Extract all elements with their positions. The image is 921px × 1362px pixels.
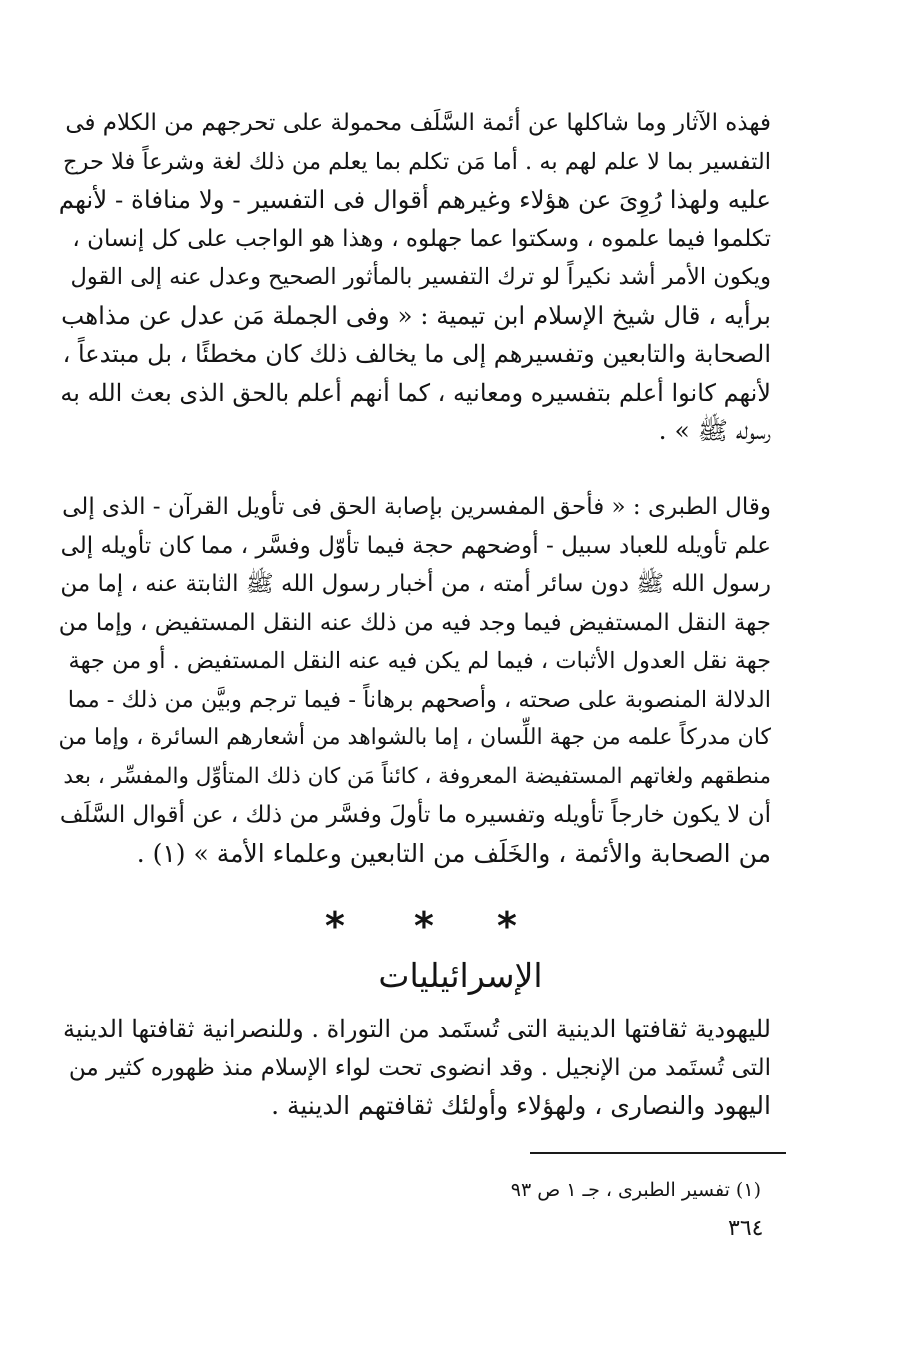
text-line: لأنهم كانوا أعلم بتفسيره ومعانيه ، كما أنهم أعلم بالحق الذى بعث الله به [60,378,771,407]
text-line: عليه ولهذا رُوِىَ عن هؤلاء وغيرهم أقوال فى التفسير - ولا منافاة - لأنهم [58,185,771,214]
text-line: التفسير بما لا علم لهم به . أما مَن تكلم بما يعلم من ذلك لغة وشرعاً فلا حرج [63,148,771,175]
footnote-rule [530,1152,786,1154]
text-line: الصحابة والتابعين وتفسيرهم إلى ما يخالف ذلك كان مخطئًا ، بل مبتدعاً ، [62,340,771,368]
paragraph-athar [59,104,771,451]
paragraph-tabari-quote [59,488,771,873]
asterisk-ornament: * [497,904,517,948]
paragraph-israiliyyat [59,1010,771,1126]
asterisk-ornament: * [325,904,345,948]
text-line: أن لا يكون خارجاً تأويله وتفسيره ما تأولَ وفسَّر من ذلك ، عن أقوال السَّلَف [59,802,771,828]
section-heading: الإسرائيليات [378,956,543,995]
text-line: التى تُستَمد من الإنجيل . وقد انضوى تحت لواء الإسلام منذ ظهوره كثير من [68,1054,771,1081]
text-line: تكلموا فيما علموه ، وسكتوا عما جهلوه ، وهذا هو الواجب على كل إنسان ، [72,225,771,252]
text-line: لليهودية ثقافتها الدينية التى تُستَمد من التوراة . وللنصرانية ثقافتها الدينية [63,1015,771,1043]
text-line: منطقهم ولغاتهم المستفيضة المعروفة ، كائناً مَن كان ذلك المتأوِّل والمفسِّر ، بعد [63,763,771,789]
text-line: ويكون الأمر أشد نكيراً لو ترك التفسير بالمأثور الصحيح وعدل عنه إلى القول [70,264,771,290]
text-line: اليهود والنصارى ، ولهؤلاء وأولئك ثقافتهم الدينية . [271,1091,771,1120]
text-line: برأيه ، قال شيخ الإسلام ابن تيمية : « وفى الجملة مَن عدل عن مذاهب [61,300,771,330]
section-separator [0,906,921,946]
text-line: رسوله ﷺ » . [658,416,771,445]
text-line: رسول الله ﷺ دون سائر أمته ، من أخبار رسول الله ﷺ الثابتة عنه ، إما من [60,571,771,597]
text-line: فهذه الآثار وما شاكلها عن أئمة السَّلَف محمولة على تحرجهم من الكلام فى [65,110,771,136]
footnote: (١) تفسير الطبرى ، جـ ١ ص ٩٣ [510,1179,761,1201]
text-line: وقال الطبرى : « فأحق المفسرين بإصابة الحق فى تأويل القرآن - الذى إلى [62,494,771,520]
page-number: ٣٦٤ [728,1216,764,1241]
text-line: علم تأويله للعباد سبيل - أوضحهم حجة فيما تأوّل وفسَّر ، مما كان تأويله إلى [60,532,771,559]
asterisk-ornament: * [414,904,434,948]
text-line: جهة نقل العدول الأثبات ، فيما لم يكن فيه عنه النقل المستفيض . أو من جهة [68,648,771,674]
text-line: كان مدركاً علمه من جهة اللِّسان ، إما بالشواهد من أشعارهم السائرة ، وإما من [58,725,771,750]
text-line: من الصحابة والأئمة ، والخَلَف من التابعين وعلماء الأمة » (١) . [136,838,771,868]
text-line: جهة النقل المستفيض فيما وجد فيه من ذلك عنه النقل المستفيض ، وإما من [58,609,771,636]
text-line: الدلالة المنصوبة على صحته ، وأصحهم برهاناً - فيما ترجم وبيَّن من ذلك - مما [67,686,771,713]
